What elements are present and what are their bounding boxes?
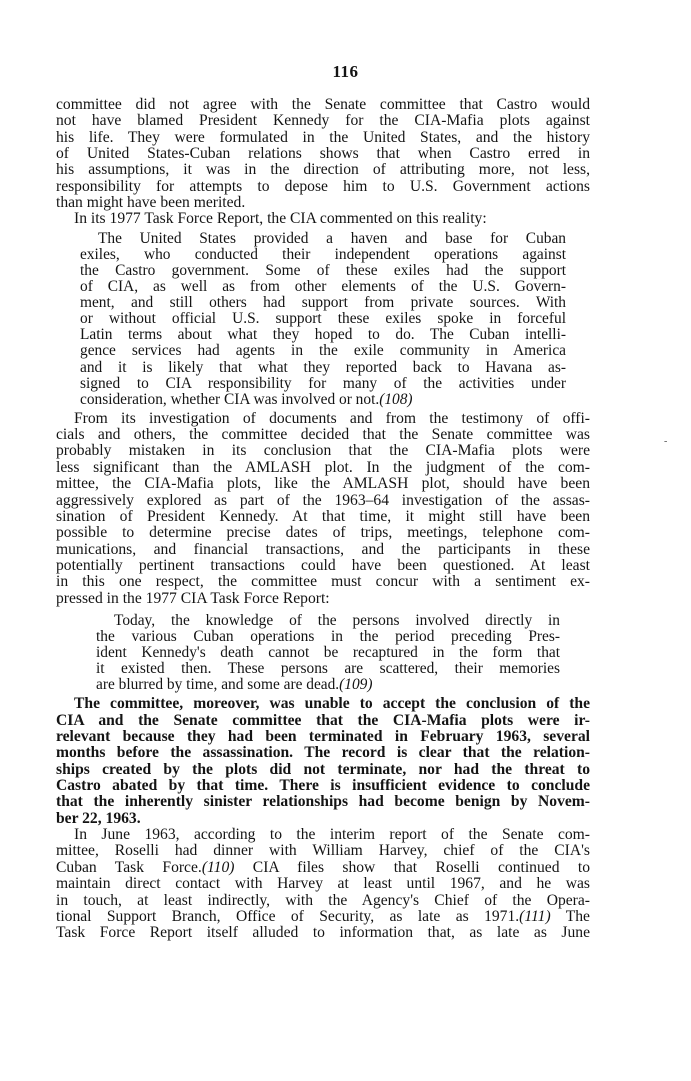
text-line: cials and others, the committee decided that the Senate committee was: [56, 426, 590, 444]
quote-line: gence services had agents in the exile community in America: [80, 342, 566, 360]
text-line: probably mistaken in its conclusion that the CIA-Mafia plots were: [56, 442, 590, 460]
text-line: munications, and financial transactions, and the participants in these: [56, 540, 590, 558]
text-line: mittee, Roselli had dinner with William Harvey, chief of the CIA's: [56, 842, 590, 860]
text-line: less significant than the AMLASH plot. In the judgment of the com-: [56, 458, 590, 476]
text-line: Castro abated by that time. There is insufficient evidence to conclude: [56, 777, 590, 795]
quote-line: the various Cuban operations in the period preceding Pres-: [96, 628, 560, 645]
footnote-ref: (109): [339, 676, 373, 694]
text-line: mittee, the CIA-Mafia plots, like the AMLASH plot, should have been: [56, 475, 590, 493]
quote-line: signed to CIA responsibility for many of the activities under: [80, 374, 566, 392]
text-line: months before the assassination. The record is clear that the relation-: [56, 744, 590, 762]
quote-text: are blurred by time, and some are dead.: [96, 676, 340, 694]
quote-line: exiles, who conducted their independent operations against: [80, 245, 566, 263]
text-line: his assumptions, it was in the direction of attributing more, not less,: [56, 161, 590, 179]
text-line: Task Force Report itself alluded to information that, as late as June: [56, 924, 590, 942]
text-line: that the inherently sinister relationships had become benign by Novem-: [56, 793, 590, 811]
footnote-ref: (110): [201, 858, 235, 876]
quote-text: consideration, whether CIA was involved or not.: [80, 390, 380, 408]
text-line: in this one respect, the committee must concur with a sentiment ex-: [56, 573, 590, 591]
text-line: [56, 860, 590, 876]
paragraph-conclusion: [56, 696, 590, 827]
paragraph-investigation: [56, 411, 590, 607]
text-line: [56, 909, 590, 925]
text-line: possible to determine precise dates of trips, meetings, telephone com-: [56, 524, 590, 542]
margin-mark: -: [664, 436, 668, 447]
quote-line: and it is likely that what they reported back to Havana as-: [80, 358, 566, 376]
quote-line: Today, the knowledge of the persons involved directly in: [114, 611, 560, 629]
text-segment: CIA files show that Roselli continued to: [234, 858, 590, 876]
footnote-ref: (108): [379, 390, 413, 408]
paragraph-continuation: [56, 97, 590, 211]
text-line: CIA and the Senate committee that the CIA-Mafia plots were ir-: [56, 711, 590, 729]
quote-line: Latin terms about what they hoped to do. The Cuban intelli-: [80, 326, 566, 344]
block-quote-task-force: [56, 231, 590, 408]
paragraph-roselli: [56, 827, 590, 941]
text-segment: Cuban Task Force.: [56, 858, 202, 876]
text-line: The committee, moreover, was unable to accept the conclusion of the: [74, 695, 590, 713]
text-line: his life. They were formulated in the United States, and the history: [56, 128, 590, 146]
page-number: 116: [332, 62, 359, 81]
quote-line: ident Kennedy's death cannot be recaptured in the form that: [96, 644, 560, 662]
text-line: responsibility for attempts to depose him to U.S. Government actions: [56, 177, 590, 195]
text-line: potentially pertinent transactions could have been questioned. At least: [56, 556, 590, 574]
text-line: of United States-Cuban relations shows that when Castro erred in: [56, 145, 590, 163]
quote-line: [80, 392, 566, 408]
quote-line: it existed then. These persons are scattered, their memories: [96, 660, 560, 678]
paragraph-task-force-intro: [56, 211, 590, 227]
footnote-ref: (111): [519, 907, 551, 925]
text-line: aggressively explored as part of the 1963–64 investigation of the assas-: [56, 491, 590, 509]
text-line: than might have been merited.: [56, 194, 246, 212]
quote-line: of CIA, as well as from other elements of the U.S. Govern-: [80, 278, 566, 296]
text-segment: tional Support Branch, Office of Security, as late as 1971.: [56, 907, 520, 925]
text-line: ships created by the plots did not terminate, nor had the threat to: [56, 760, 590, 778]
text-line: in touch, at least indirectly, with the Agency's Chief of the Opera-: [56, 891, 590, 909]
text-line: not have blamed President Kennedy for the CIA-Mafia plots against: [56, 112, 590, 130]
quote-line: or without official U.S. support these exiles spoke in forceful: [80, 310, 566, 328]
text-line: pressed in the 1977 CIA Task Force Report:: [56, 589, 330, 607]
quote-line: [96, 677, 560, 693]
text-line: From its investigation of documents and from the testimony of offi-: [74, 409, 590, 427]
body-text: [56, 97, 590, 942]
text-line: sination of President Kennedy. At that time, it might still have been: [56, 507, 590, 525]
quote-line: ment, and still others had support from private sources. With: [80, 294, 566, 312]
text-line: committee did not agree with the Senate committee that Castro would: [56, 96, 590, 113]
text-line: ber 22, 1963.: [56, 809, 141, 827]
quote-line: The United States provided a haven and base for Cuban: [98, 229, 566, 247]
text-line: maintain direct contact with Harvey at least until 1967, and he was: [56, 875, 590, 893]
text-line: In its 1977 Task Force Report, the CIA commented on this reality:: [74, 210, 487, 228]
block-quote-today: [56, 613, 590, 693]
text-line: relevant because they had been terminated in February 1963, several: [56, 728, 590, 746]
text-line: In June 1963, according to the interim report of the Senate com-: [74, 826, 590, 844]
text-segment: The: [550, 907, 590, 925]
quote-line: the Castro government. Some of these exiles had the support: [80, 261, 566, 279]
